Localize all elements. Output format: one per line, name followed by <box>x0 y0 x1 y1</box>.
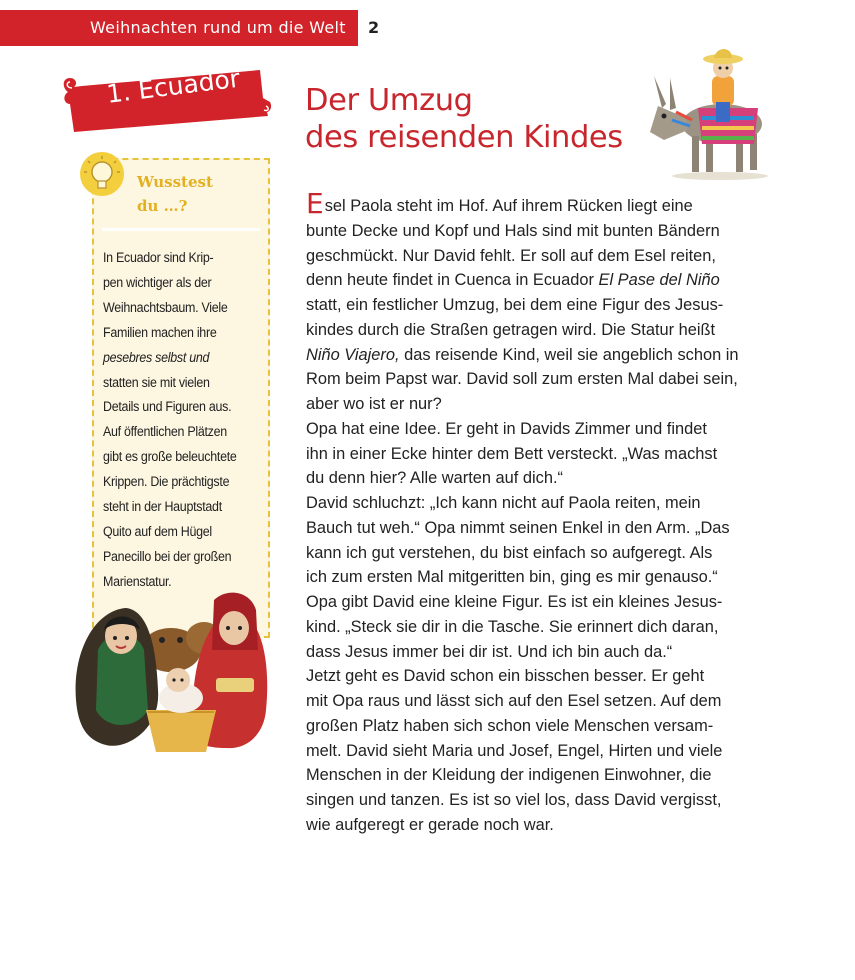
info-heading-line: du …? <box>137 197 188 215</box>
info-line: Weihnachtsbaum. Viele <box>103 299 228 315</box>
info-heading-line: Wusstest <box>137 173 213 191</box>
body-line: Opa gibt David eine kleine Figur. Es ist ein kleines Jesus- <box>306 593 723 611</box>
body-line: Rom beim Papst war. David soll zum ersten Mal dabei sein, <box>306 370 738 389</box>
body-line: du denn hier? Alle warten auf dich.“ <box>306 469 563 488</box>
lightbulb-icon <box>76 150 128 202</box>
info-line: Auf öffentlichen Plätzen <box>103 424 227 440</box>
body-line: statt, ein festlicher Umzug, bei dem eine Figur des Jesus- <box>306 296 724 314</box>
running-header-title: Weihnachten rund um die Welt <box>90 18 346 37</box>
nativity-figures-illustration <box>66 580 276 755</box>
info-italic-pesebres: pesebres selbst und <box>103 349 210 365</box>
info-line: Krippen. Die prächtigste <box>103 474 230 490</box>
italic-el-pase-del-nino: El Pase del Niño <box>598 271 720 290</box>
info-line: Marienstatur. <box>103 573 172 589</box>
body-line: Opa hat eine Idee. Er geht in Davids Zimmer und findet <box>306 419 707 438</box>
body-line-text: das reisende Kind, weil sie angeblich schon in <box>399 345 739 364</box>
body-line: dass Jesus immer bei dir ist. Und ich bin auch da.“ <box>306 642 673 661</box>
italic-nino-viajero: Niño Viajero, <box>306 345 400 364</box>
body-line: wie aufgeregt er gerade noch war. <box>306 815 554 834</box>
body-line: Menschen in der Kleidung der indigenen Einwohner, die <box>306 766 712 785</box>
info-line: steht in der Hauptstadt <box>103 499 222 515</box>
info-divider <box>102 228 260 231</box>
body-line: ich zum ersten Mal mitgeritten bin, ging es mir genauso.“ <box>306 568 718 587</box>
body-line-text: denn heute findet in Cuenca in Ecuador <box>306 271 599 290</box>
story-body <box>306 187 826 838</box>
body-line <box>306 187 826 220</box>
info-line: statten sie mit vielen <box>103 374 210 390</box>
body-line: aber wo ist er nur? <box>306 395 442 413</box>
info-line: Details und Figuren aus. <box>103 399 232 415</box>
body-line: bunte Decke und Kopf und Hals sind mit bunten Bändern <box>306 221 720 240</box>
body-line: melt. David sieht Maria und Josef, Engel, Hirten und viele <box>306 741 723 760</box>
body-line <box>306 268 826 293</box>
body-line: geschmückt. Nur David fehlt. Er soll auf dem Esel reiten, <box>306 246 716 265</box>
info-line-italic <box>103 346 254 371</box>
story-title-line: Der Umzug <box>305 83 473 118</box>
info-line: Familien machen ihre <box>103 324 217 340</box>
info-line: In Ecuador sind Krip- <box>103 250 214 265</box>
body-line: kind. „Steck sie dir in die Tasche. Sie erinnert dich daran, <box>306 617 719 636</box>
page-number: 2 <box>368 18 380 37</box>
donkey-rider-illustration <box>636 48 776 180</box>
info-line: Quito auf dem Hügel <box>103 523 212 539</box>
body-line: Jetzt geht es David schon ein bisschen besser. Er geht <box>306 667 705 686</box>
body-line: singen und tanzen. Es ist so viel los, dass David vergisst, <box>306 791 722 809</box>
info-line: gibt es große beleuchtete <box>103 449 237 465</box>
info-text <box>103 246 254 595</box>
story-title <box>305 82 623 156</box>
body-line: mit Opa raus und lässt sich auf den Esel setzen. Auf dem <box>306 692 722 710</box>
drop-cap: E <box>306 187 324 220</box>
body-line: Bauch tut weh.“ Opa nimmt seinen Enkel in den Arm. „Das <box>306 518 730 537</box>
info-heading <box>137 170 257 218</box>
body-line: kindes durch die Straßen getragen wird. Die Statur heißt <box>306 320 716 339</box>
body-line <box>306 343 826 368</box>
body-line: ihn in einer Ecke hinter dem Bett versteckt. „Was machst <box>306 444 718 463</box>
story-title-line: des reisenden Kindes <box>305 120 623 155</box>
body-line: großen Platz haben sich schon viele Menschen versam- <box>306 716 714 735</box>
section-label: 1. Ecuador <box>105 63 242 109</box>
info-line: pen wichtiger als der <box>103 274 212 290</box>
body-line: kann ich gut verstehen, du bist einfach so aufgeregt. Als <box>306 543 713 562</box>
info-line: Panecillo bei der großen <box>103 548 232 564</box>
body-line-text: sel Paola steht im Hof. Auf ihrem Rücken liegt eine <box>324 197 693 215</box>
body-line: David schluchzt: „Ich kann nicht auf Paola reiten, mein <box>306 494 701 512</box>
